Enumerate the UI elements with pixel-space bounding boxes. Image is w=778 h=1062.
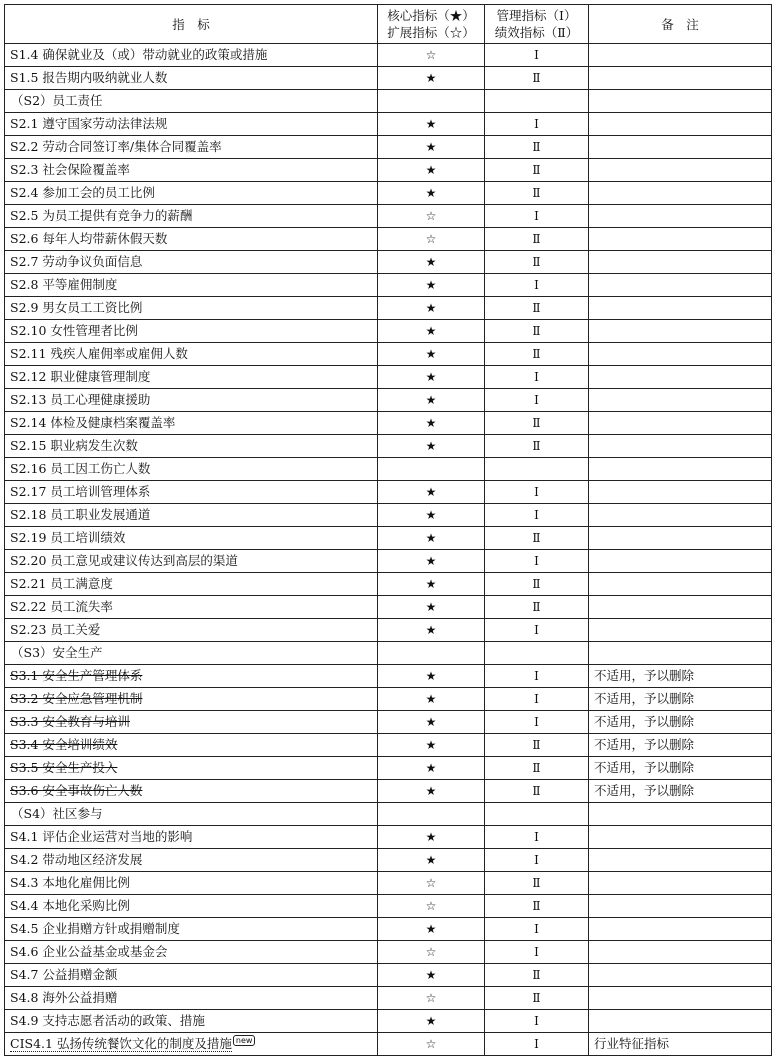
indicator-name-cell <box>5 596 378 619</box>
indicator-kind: Ⅰ <box>485 205 589 228</box>
table-row <box>5 205 772 228</box>
indicator-name: S2.14 体检及健康档案覆盖率 <box>10 415 176 430</box>
indicator-name-cell <box>5 458 378 481</box>
indicator-name: S2.13 员工心理健康援助 <box>10 392 151 407</box>
indicator-name-cell <box>5 987 378 1010</box>
remark-cell <box>589 987 772 1010</box>
remark-cell: 不适用，予以删除 <box>589 665 772 688</box>
indicator-name: S4.3 本地化雇佣比例 <box>10 875 130 890</box>
empty-cell <box>589 642 772 665</box>
table-row <box>5 527 772 550</box>
indicator-name: S4.6 企业公益基金或基金会 <box>10 944 168 959</box>
header-core-extended <box>378 5 485 44</box>
indicator-kind: Ⅰ <box>485 619 589 642</box>
indicator-kind: Ⅰ <box>485 849 589 872</box>
indicator-name-cell <box>5 504 378 527</box>
indicator-name: S2.20 员工意见或建议传达到高层的渠道 <box>10 553 238 568</box>
indicator-kind: Ⅱ <box>485 734 589 757</box>
indicator-kind: Ⅱ <box>485 297 589 320</box>
core-star-icon: ★ <box>378 435 485 458</box>
remark-cell <box>589 389 772 412</box>
indicator-kind: Ⅱ <box>485 251 589 274</box>
core-star-icon: ★ <box>378 343 485 366</box>
header-remark: 备 注 <box>589 5 772 44</box>
indicator-name: S2.16 员工因工伤亡人数 <box>10 461 151 476</box>
core-star-icon: ★ <box>378 849 485 872</box>
remark-cell <box>589 918 772 941</box>
indicator-kind <box>485 458 589 481</box>
core-star-icon: ★ <box>378 780 485 803</box>
indicator-name-cell <box>5 734 378 757</box>
table-row <box>5 504 772 527</box>
core-star-icon: ★ <box>378 297 485 320</box>
indicator-name: S4.1 评估企业运营对当地的影响 <box>10 829 193 844</box>
remark-cell <box>589 596 772 619</box>
indicator-name: S4.9 支持志愿者活动的政策、措施 <box>10 1013 205 1028</box>
indicator-kind: Ⅱ <box>485 182 589 205</box>
table-row <box>5 274 772 297</box>
core-star-icon: ★ <box>378 182 485 205</box>
extended-star-icon: ☆ <box>378 895 485 918</box>
extended-star-icon: ☆ <box>378 987 485 1010</box>
table-row <box>5 734 772 757</box>
remark-cell <box>589 619 772 642</box>
section-title: （S2）员工责任 <box>5 90 378 113</box>
indicator-name: S1.4 确保就业及（或）带动就业的政策或措施 <box>10 47 268 62</box>
table-row <box>5 550 772 573</box>
indicator-name-cell <box>5 297 378 320</box>
table-row <box>5 688 772 711</box>
indicator-kind: Ⅱ <box>485 573 589 596</box>
indicator-name: S3.4 安全培训绩效 <box>10 737 118 752</box>
remark-cell <box>589 458 772 481</box>
indicator-name-cell <box>5 205 378 228</box>
indicator-name-cell <box>5 1010 378 1033</box>
remark-cell <box>589 964 772 987</box>
indicator-name-cell <box>5 550 378 573</box>
indicator-name-cell <box>5 780 378 803</box>
indicator-kind: Ⅰ <box>485 665 589 688</box>
section-row <box>5 642 772 665</box>
indicator-name-cell <box>5 113 378 136</box>
table-row <box>5 320 772 343</box>
indicator-name-cell <box>5 228 378 251</box>
indicator-kind: Ⅰ <box>485 918 589 941</box>
core-star-icon: ★ <box>378 550 485 573</box>
core-star-icon: ★ <box>378 504 485 527</box>
empty-cell <box>485 90 589 113</box>
indicator-name-cell <box>5 343 378 366</box>
indicator-name: S4.8 海外公益捐赠 <box>10 990 118 1005</box>
remark-cell <box>589 44 772 67</box>
indicator-name: S2.8 平等雇佣制度 <box>10 277 118 292</box>
remark-cell <box>589 1010 772 1033</box>
remark-cell <box>589 550 772 573</box>
indicator-name-cell <box>5 826 378 849</box>
remark-cell <box>589 895 772 918</box>
indicator-name-cell <box>5 182 378 205</box>
core-star-icon: ★ <box>378 964 485 987</box>
remark-cell <box>589 343 772 366</box>
core-star-icon: ★ <box>378 136 485 159</box>
table-row <box>5 297 772 320</box>
table-row <box>5 596 772 619</box>
core-star-icon: ★ <box>378 619 485 642</box>
indicator-kind: Ⅰ <box>485 44 589 67</box>
indicator-kind: Ⅰ <box>485 941 589 964</box>
indicator-name-cell <box>5 136 378 159</box>
indicator-name-cell <box>5 1033 378 1056</box>
indicator-name: S1.5 报告期内吸纳就业人数 <box>10 70 168 85</box>
indicator-name: S2.21 员工满意度 <box>10 576 113 591</box>
core-star-icon: ★ <box>378 366 485 389</box>
remark-cell <box>589 136 772 159</box>
table-row <box>5 780 772 803</box>
table-row <box>5 481 772 504</box>
core-star-icon: ★ <box>378 67 485 90</box>
table-header-row <box>5 5 772 44</box>
remark-cell: 不适用，予以删除 <box>589 734 772 757</box>
indicator-kind: Ⅰ <box>485 389 589 412</box>
indicator-name-cell <box>5 895 378 918</box>
remark-cell <box>589 67 772 90</box>
table-row <box>5 711 772 734</box>
indicator-name: S2.2 劳动合同签订率/集体合同覆盖率 <box>10 139 222 154</box>
indicator-name: S4.7 公益捐赠金额 <box>10 967 118 982</box>
remark-cell <box>589 205 772 228</box>
remark-cell: 不适用，予以删除 <box>589 711 772 734</box>
core-star-icon: ★ <box>378 596 485 619</box>
header-mgmt-line1: 管理指标（Ⅰ） <box>496 8 577 23</box>
header-core-line1: 核心指标（★） <box>387 8 475 23</box>
indicator-kind: Ⅱ <box>485 228 589 251</box>
table-row <box>5 136 772 159</box>
indicator-name: S3.2 安全应急管理机制 <box>10 691 143 706</box>
table-row <box>5 366 772 389</box>
indicator-kind: Ⅱ <box>485 872 589 895</box>
core-star-icon: ★ <box>378 826 485 849</box>
indicator-name-cell <box>5 757 378 780</box>
core-star-icon: ★ <box>378 481 485 504</box>
indicator-kind: Ⅰ <box>485 113 589 136</box>
indicator-table-sheet <box>4 4 772 1056</box>
remark-cell: 行业特征指标 <box>589 1033 772 1056</box>
indicator-name-cell <box>5 274 378 297</box>
table-row <box>5 895 772 918</box>
remark-cell <box>589 412 772 435</box>
indicator-name-cell <box>5 44 378 67</box>
indicator-kind: Ⅰ <box>485 711 589 734</box>
indicator-name-cell <box>5 872 378 895</box>
table-row <box>5 343 772 366</box>
indicator-kind: Ⅱ <box>485 780 589 803</box>
indicator-name-cell <box>5 527 378 550</box>
extended-star-icon: ☆ <box>378 1033 485 1056</box>
indicator-kind: Ⅱ <box>485 895 589 918</box>
indicator-name: S2.23 员工关爱 <box>10 622 101 637</box>
indicator-name-cell <box>5 688 378 711</box>
header-core-line2: 扩展指标（☆） <box>387 25 475 40</box>
indicator-kind: Ⅱ <box>485 987 589 1010</box>
indicator-kind: Ⅱ <box>485 596 589 619</box>
indicator-name: S3.3 安全教育与培训 <box>10 714 130 729</box>
table-row <box>5 918 772 941</box>
table-row <box>5 113 772 136</box>
empty-cell <box>485 803 589 826</box>
indicator-name: S3.5 安全生产投入 <box>10 760 118 775</box>
core-star-icon: ★ <box>378 757 485 780</box>
indicator-table <box>4 4 772 1056</box>
extended-star-icon: ☆ <box>378 228 485 251</box>
indicator-kind: Ⅱ <box>485 320 589 343</box>
header-management-performance <box>485 5 589 44</box>
table-body <box>5 44 772 1056</box>
indicator-name: S2.4 参加工会的员工比例 <box>10 185 155 200</box>
empty-cell <box>589 90 772 113</box>
core-star-icon: ★ <box>378 573 485 596</box>
indicator-name-cell <box>5 573 378 596</box>
table-row <box>5 619 772 642</box>
section-row <box>5 803 772 826</box>
indicator-kind: Ⅱ <box>485 159 589 182</box>
empty-cell <box>485 642 589 665</box>
core-star-icon: ★ <box>378 412 485 435</box>
remark-cell <box>589 113 772 136</box>
indicator-kind: Ⅰ <box>485 826 589 849</box>
table-row <box>5 941 772 964</box>
core-star-icon: ★ <box>378 274 485 297</box>
indicator-kind: Ⅱ <box>485 412 589 435</box>
remark-cell <box>589 228 772 251</box>
core-star-icon: ★ <box>378 320 485 343</box>
indicator-name-cell <box>5 159 378 182</box>
header-mgmt-line2: 绩效指标（Ⅱ） <box>494 25 579 40</box>
indicator-name: S2.3 社会保险覆盖率 <box>10 162 130 177</box>
indicator-name: S4.2 带动地区经济发展 <box>10 852 143 867</box>
core-star-icon: ★ <box>378 1010 485 1033</box>
remark-cell <box>589 297 772 320</box>
indicator-name: S4.5 企业捐赠方针或捐赠制度 <box>10 921 180 936</box>
table-row <box>5 757 772 780</box>
indicator-name: S2.15 职业病发生次数 <box>10 438 138 453</box>
core-star-icon: ★ <box>378 688 485 711</box>
indicator-kind: Ⅱ <box>485 757 589 780</box>
empty-cell <box>378 90 485 113</box>
table-row <box>5 849 772 872</box>
extended-star-icon: ☆ <box>378 44 485 67</box>
table-row <box>5 458 772 481</box>
indicator-kind: Ⅱ <box>485 527 589 550</box>
indicator-name: S2.1 遵守国家劳动法律法规 <box>10 116 168 131</box>
indicator-name-cell <box>5 665 378 688</box>
indicator-name: S2.17 员工培训管理体系 <box>10 484 151 499</box>
indicator-kind: Ⅱ <box>485 435 589 458</box>
table-row <box>5 389 772 412</box>
indicator-name-cell <box>5 412 378 435</box>
indicator-kind: Ⅱ <box>485 343 589 366</box>
table-row <box>5 665 772 688</box>
table-row <box>5 159 772 182</box>
table-row <box>5 228 772 251</box>
indicator-name-cell <box>5 67 378 90</box>
indicator-name: S2.22 员工流失率 <box>10 599 113 614</box>
remark-cell <box>589 251 772 274</box>
indicator-name-cell <box>5 619 378 642</box>
section-title: （S4）社区参与 <box>5 803 378 826</box>
remark-cell <box>589 527 772 550</box>
indicator-name: S2.10 女性管理者比例 <box>10 323 138 338</box>
core-star-icon: ★ <box>378 251 485 274</box>
remark-cell <box>589 481 772 504</box>
table-row <box>5 44 772 67</box>
indicator-kind: Ⅱ <box>485 964 589 987</box>
indicator-kind: Ⅰ <box>485 1010 589 1033</box>
core-star-icon: ★ <box>378 159 485 182</box>
extended-star-icon: ☆ <box>378 205 485 228</box>
indicator-kind: Ⅰ <box>485 481 589 504</box>
indicator-name: S4.4 本地化采购比例 <box>10 898 130 913</box>
indicator-kind: Ⅰ <box>485 504 589 527</box>
table-row <box>5 1033 772 1056</box>
indicator-name-cell <box>5 711 378 734</box>
indicator-name: S2.5 为员工提供有竞争力的薪酬 <box>10 208 193 223</box>
indicator-name-cell <box>5 941 378 964</box>
indicator-name-cell <box>5 849 378 872</box>
table-row <box>5 251 772 274</box>
table-row <box>5 412 772 435</box>
remark-cell: 不适用，予以删除 <box>589 780 772 803</box>
remark-cell <box>589 573 772 596</box>
indicator-kind: Ⅰ <box>485 366 589 389</box>
indicator-name-cell <box>5 389 378 412</box>
remark-cell <box>589 849 772 872</box>
indicator-kind: Ⅱ <box>485 67 589 90</box>
new-badge-icon: new <box>233 1035 256 1046</box>
header-indicator: 指 标 <box>5 5 378 44</box>
indicator-name-cell <box>5 481 378 504</box>
indicator-name-cell <box>5 435 378 458</box>
core-star-icon: ★ <box>378 734 485 757</box>
remark-cell: 不适用，予以删除 <box>589 688 772 711</box>
remark-cell <box>589 274 772 297</box>
table-row <box>5 67 772 90</box>
table-row <box>5 872 772 895</box>
indicator-name: S3.6 安全事故伤亡人数 <box>10 783 143 798</box>
indicator-name: CIS4.1 弘扬传统餐饮文化的制度及措施 <box>10 1036 232 1051</box>
core-star-icon: ★ <box>378 665 485 688</box>
table-row <box>5 826 772 849</box>
indicator-kind: Ⅰ <box>485 688 589 711</box>
table-row <box>5 964 772 987</box>
remark-cell <box>589 366 772 389</box>
indicator-kind: Ⅱ <box>485 136 589 159</box>
remark-cell <box>589 435 772 458</box>
indicator-name-cell <box>5 366 378 389</box>
empty-cell <box>378 803 485 826</box>
empty-cell <box>378 642 485 665</box>
core-star-icon: ★ <box>378 918 485 941</box>
indicator-name-cell <box>5 251 378 274</box>
table-row <box>5 182 772 205</box>
table-row <box>5 987 772 1010</box>
indicator-name: S2.18 员工职业发展通道 <box>10 507 151 522</box>
remark-cell <box>589 826 772 849</box>
indicator-name: S2.6 每年人均带薪休假天数 <box>10 231 168 246</box>
remark-cell <box>589 941 772 964</box>
core-star-icon: ★ <box>378 113 485 136</box>
table-row <box>5 435 772 458</box>
table-row <box>5 573 772 596</box>
section-row <box>5 90 772 113</box>
indicator-kind: Ⅰ <box>485 1033 589 1056</box>
indicator-name: S2.7 劳动争议负面信息 <box>10 254 143 269</box>
indicator-kind: Ⅰ <box>485 550 589 573</box>
extended-star-icon: ☆ <box>378 872 485 895</box>
table-row <box>5 1010 772 1033</box>
indicator-name-cell <box>5 918 378 941</box>
core-star-icon: ★ <box>378 527 485 550</box>
remark-cell <box>589 872 772 895</box>
indicator-name: S2.11 残疾人雇佣率或雇佣人数 <box>10 346 188 361</box>
remark-cell <box>589 159 772 182</box>
section-title: （S3）安全生产 <box>5 642 378 665</box>
indicator-kind: Ⅰ <box>485 274 589 297</box>
core-star-icon: ★ <box>378 711 485 734</box>
indicator-name-cell <box>5 964 378 987</box>
empty-cell <box>589 803 772 826</box>
extended-star-icon: ☆ <box>378 941 485 964</box>
indicator-name: S2.9 男女员工工资比例 <box>10 300 143 315</box>
remark-cell <box>589 320 772 343</box>
remark-cell <box>589 182 772 205</box>
remark-cell <box>589 504 772 527</box>
indicator-name: S2.19 员工培训绩效 <box>10 530 126 545</box>
core-star-icon: ★ <box>378 389 485 412</box>
indicator-name: S2.12 职业健康管理制度 <box>10 369 151 384</box>
remark-cell: 不适用，予以删除 <box>589 757 772 780</box>
indicator-name: S3.1 安全生产管理体系 <box>10 668 143 683</box>
level-cell <box>378 458 485 481</box>
indicator-name-cell <box>5 320 378 343</box>
